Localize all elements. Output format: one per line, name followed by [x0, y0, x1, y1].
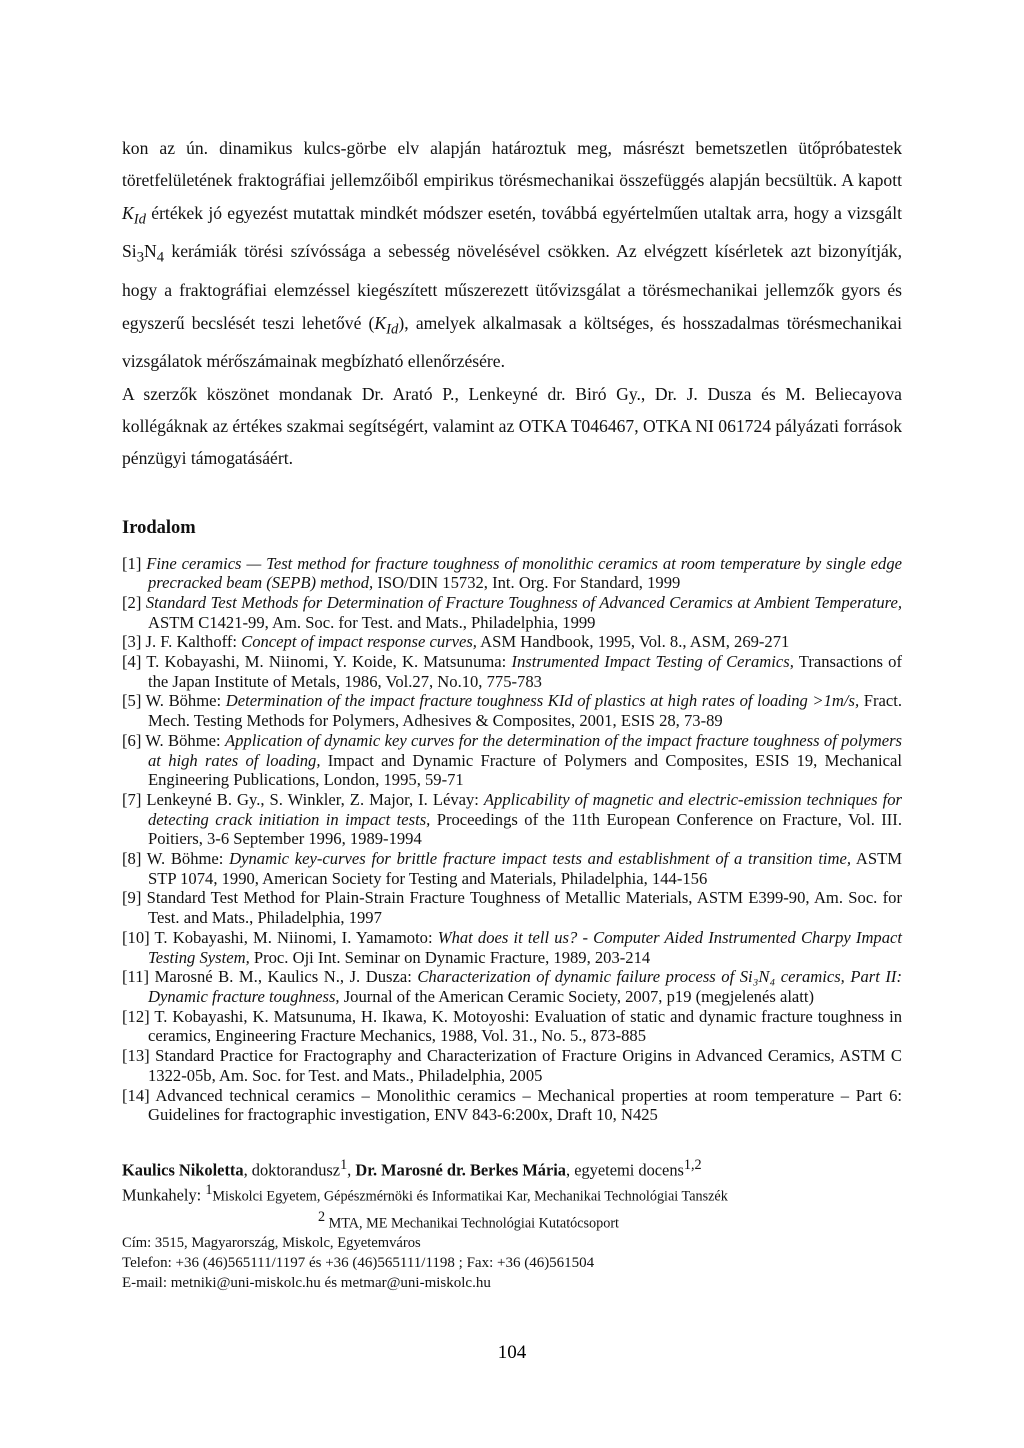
reference-item [122, 790, 902, 849]
reference-item [122, 888, 902, 927]
workplace-line-2 [122, 1207, 902, 1233]
subscript: 3 [136, 249, 145, 266]
author-role: , egyetemi docens [566, 1160, 684, 1180]
reference-text: [8] W. Böhme: [122, 849, 230, 869]
symbol-sub: Id [386, 321, 399, 338]
page-content [122, 132, 902, 1293]
address-line: Cím: 3515, Magyarország, Miskolc, Egyetemváros [122, 1235, 421, 1252]
reference-item [122, 632, 902, 652]
reference-title: Application of dynamic key curves for the determination of the impact fracture toughness of polymers at high rates of loading, [148, 730, 902, 770]
reference-item [122, 731, 902, 790]
reference-text: [3] J. F. Kalthoff: [122, 632, 242, 652]
reference-title: Determination of the impact fracture toughness KId of plastics at high rates of loading >1m/s, [225, 691, 860, 711]
phone-line: Telefon: +36 (46)565111/1197 és +36 (46)565111/1198 ; Fax: +36 (46)561504 [122, 1255, 595, 1272]
reference-text: [6] W. Böhme: [122, 730, 225, 750]
reference-item [122, 967, 902, 1006]
reference-text: [2] [122, 592, 146, 612]
reference-source: Impact and Dynamic Fracture of Polymers and Composites, ESIS 19, Mechanical Engineering Publications, London, 1995, 59-71 [148, 750, 902, 790]
reference-title: Standard Test Methods for Determination of Fracture Toughness of Advanced Ceramics at Ambient Temperature, [145, 592, 902, 612]
workplace-label: Munkahely: [122, 1185, 206, 1205]
author-name: Kaulics Nikoletta [122, 1160, 244, 1180]
reference-text: [11] Marosné B. M., Kaulics N., J. Dusza: [122, 967, 418, 987]
reference-source: ISO/DIN 15732, Int. Org. For Standard, 1999 [373, 573, 681, 593]
reference-source: ASM Handbook, 1995, Vol. 8., ASM, 269-271 [476, 632, 790, 652]
workplace-1: Miskolci Egyetem, Gépészmérnöki és Informatikai Kar, Mechanikai Technológiai Tanszék [212, 1188, 728, 1205]
reference-text: [13] Standard Practice for Fractography and Characterization of Fracture Origins in Advanced Ceramics, ASTM C 1322-05b, Am. Soc. for Test. and Mats., Philadelphia, 2005 [122, 1046, 902, 1085]
reference-source: Proceedings of the 11th European Conference on Fracture, Vol. III. Poitiers, 3-6 September 1996, 1989-1994 [148, 809, 902, 849]
author-block [122, 1155, 902, 1293]
email-line: E-mail: metniki@uni-miskolc.hu és metmar@uni-miskolc.hu [122, 1275, 491, 1292]
text-span: kon az ún. dinamikus kulcs-görbe elv alapján határoztuk meg, másrészt bemetszetlen ütőpróbatestek töretfelületének fraktográfiai jellemzőiből empirikus törésmechanikai összefüggés alapján becsültük. A kapott [122, 138, 902, 191]
reference-item [122, 1086, 902, 1125]
reference-source: ASTM C1421-99, Am. Soc. for Test. and Mats., Philadelphia, 1999 [148, 612, 596, 632]
separator: , [347, 1160, 356, 1180]
symbol-sub: Id [133, 211, 146, 228]
reference-title: Concept of impact response curves, [241, 632, 477, 652]
text-span: értékek jó egyezést mutattak mindkét módszer esetén, továbbá egyértelműen utaltak arra, hogy a vizsgált Si [122, 202, 902, 262]
reference-text: [14] Advanced technical ceramics – Monolithic ceramics – Mechanical properties at room temperature – Part 6: Guidelines for fractographic investigation, ENV 843-6:200x, Draft 10, N425 [122, 1085, 902, 1125]
reference-item [122, 928, 902, 967]
reference-list [122, 554, 902, 1125]
reference-title: Fine ceramics — Test method for fracture toughness of monolithic ceramics at room temperature by single edge precracked beam (SEPB) method, [146, 553, 902, 593]
text-span: kerámiák törési szívóssága a sebesség növelésével csökken. Az elvégzett kísérletek azt bizonyítják, hogy a fraktográfiai elemzéssel kiegészített műszerezett ütővizsgálat a törésmechanikai jellemzők gyors és egyszerű becslését teszi lehetővé ( [122, 241, 902, 333]
workplace-line [122, 1180, 902, 1206]
reference-title: What does it tell us? - Computer Aided Instrumented Charpy Impact Testing System, [148, 927, 902, 967]
superscript: 1,2 [683, 1156, 702, 1173]
reference-source: ASTM STP 1074, 1990, American Society for Testing and Materials, Philadelphia, 144-156 [148, 849, 902, 888]
reference-item [122, 1007, 902, 1046]
reference-text: [7] Lenkeyné B. Gy., S. Winkler, Z. Major, I. Lévay: [122, 789, 484, 809]
superscript: 1 [340, 1156, 348, 1173]
reference-title: Instrumented Impact Testing of Ceramics, [511, 652, 794, 672]
reference-text: [1] [122, 553, 147, 573]
reference-text: [4] T. Kobayashi, M. Niinomi, Y. Koide, K. Matsunuma: [122, 652, 512, 672]
reference-text: [9] Standard Test Method for Plain-Strain Fracture Toughness of Metallic Materials, ASTM E399-90, Am. Soc. for Test. and Mats., Philadelphia, 1997 [122, 888, 902, 928]
text-span: N [144, 241, 157, 262]
author-name: Dr. Marosné dr. Berkes Mária [355, 1160, 567, 1180]
reference-text: [5] W. Böhme: [122, 691, 226, 711]
reference-source: Journal of the American Ceramic Society, 2007, p19 (megjelenés alatt) [339, 986, 815, 1006]
paragraph-acknowledgement: A szerzők köszönet mondanak Dr. Arató P., Lenkeyné dr. Biró Gy., Dr. J. Dusza és M. Beliecayova kollégáknak az értékes szakmai segítségért, valamint az OTKA T046467, OTKA NI 061724 pályázati források pénzügyi támogatásáért. [122, 383, 902, 469]
text-span: ), amelyek alkalmasak a költséges, és hosszadalmas törésmechanikai vizsgálatok mérőszámainak megbízható ellenőrzésére. [122, 312, 902, 372]
author-line [122, 1155, 902, 1180]
superscript: 1 [205, 1182, 213, 1199]
subscript: 4 [156, 249, 165, 266]
reference-source: Proc. Oji Int. Seminar on Dynamic Fracture, 1989, 203-214 [249, 947, 651, 967]
reference-item [122, 554, 902, 593]
paragraph-conclusion [122, 132, 902, 378]
superscript: 2 [318, 1208, 326, 1225]
reference-item [122, 1046, 902, 1085]
page-number: 104 [497, 1342, 527, 1363]
reference-text: [10] T. Kobayashi, M. Niinomi, I. Yamamoto: [122, 927, 438, 947]
body-text [122, 132, 902, 475]
symbol-k: K [122, 202, 134, 223]
workplace-2: MTA, ME Mechanikai Technológiai Kutatócsoport [325, 1215, 619, 1232]
reference-item [122, 849, 902, 888]
reference-title: Characterization of dynamic failure process of Si₃N₄ ceramics, Part II: Dynamic fracture toughness, [148, 967, 902, 1006]
reference-item [122, 652, 902, 691]
reference-title: Dynamic key-curves for brittle fracture impact tests and establishment of a transition time, [229, 849, 852, 869]
reference-source: Transactions of the Japan Institute of Metals, 1986, Vol.27, No.10, 775-783 [148, 652, 902, 691]
reference-title: Applicability of magnetic and electric-emission techniques for detecting crack initiation in impact tests, [148, 789, 902, 829]
section-title: Irodalom [122, 517, 196, 538]
reference-text: [12] T. Kobayashi, K. Matsunuma, H. Ikawa, K. Motoyoshi: Evaluation of static and dynamic fracture toughness in ceramics, Engineering Fracture Mechanics, 1988, Vol. 31., No. 5., 873-885 [122, 1006, 902, 1046]
author-role: , doktorandusz [243, 1160, 341, 1180]
symbol-k: K [374, 312, 387, 333]
reference-source: Fract. Mech. Testing Methods for Polymers, Adhesives & Composites, 2001, ESIS 28, 73-89 [148, 691, 902, 731]
reference-item [122, 691, 902, 730]
reference-item [122, 593, 902, 632]
